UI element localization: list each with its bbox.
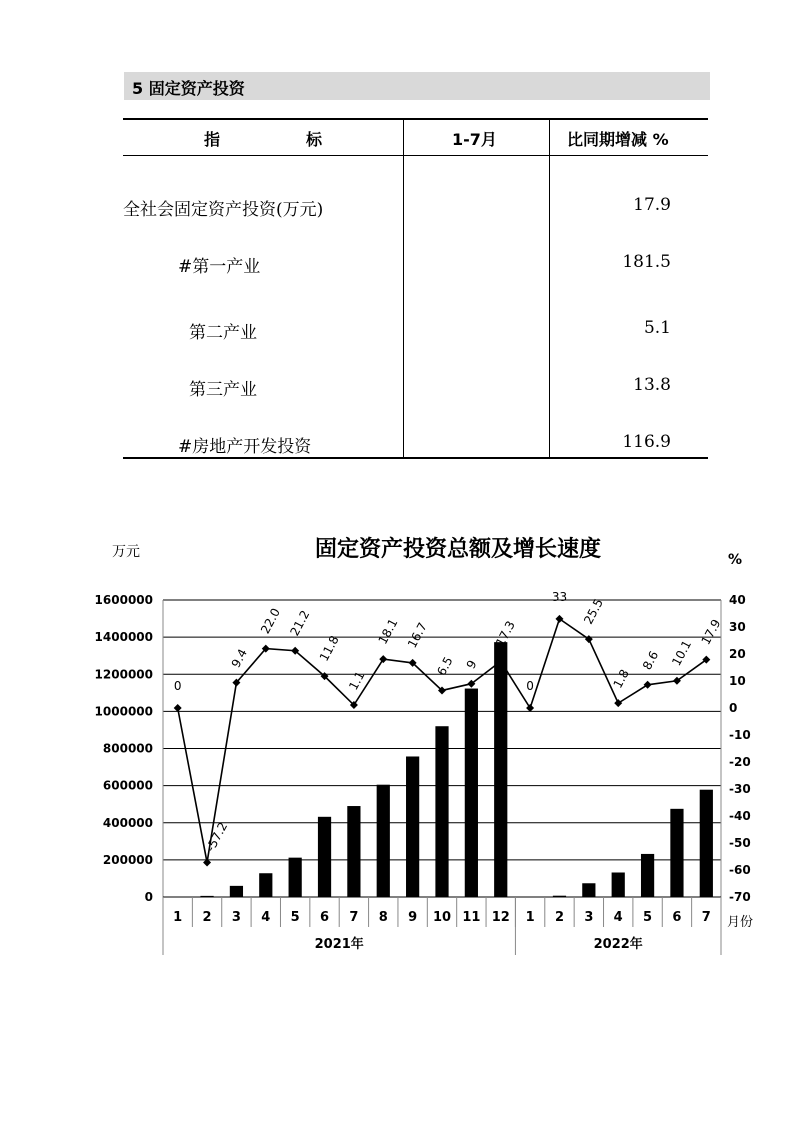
data-label: 8.6	[639, 648, 662, 673]
data-label: 21.2	[287, 608, 313, 639]
category-label: 7	[349, 910, 359, 925]
data-label: 18.1	[375, 616, 401, 647]
bar	[582, 883, 595, 897]
category-label: 8	[378, 910, 388, 925]
bar	[259, 873, 272, 897]
bar	[641, 854, 654, 897]
category-label: 10	[432, 910, 452, 925]
category-label: 5	[290, 910, 300, 925]
data-label: 1.1	[346, 669, 368, 693]
data-label: 17.3	[493, 618, 518, 649]
table-header-rule	[123, 155, 708, 156]
bar	[289, 858, 302, 897]
category-label: 4	[261, 910, 271, 925]
statistics-table	[123, 118, 708, 459]
category-label: 4	[613, 910, 623, 925]
data-label: 33	[551, 589, 568, 604]
data-label: 16.7	[404, 620, 430, 651]
bar	[377, 785, 390, 897]
row-label: #第一产业	[178, 257, 261, 277]
right-axis-tick-label: -30	[729, 782, 751, 796]
category-label: 11	[462, 910, 481, 925]
row-label: 第三产业	[189, 380, 257, 400]
data-label: 10.1	[669, 637, 695, 669]
right-axis-tick-label: -40	[729, 809, 751, 823]
growth-point	[379, 655, 387, 663]
bar	[230, 886, 243, 897]
category-label: 12	[491, 910, 510, 925]
bar	[435, 726, 448, 897]
category-label: 1	[173, 910, 183, 925]
row-value: 13.8	[633, 375, 671, 395]
right-axis-tick-label: 30	[729, 620, 746, 634]
data-label: 1.8	[610, 667, 632, 691]
table-column-divider	[403, 118, 404, 459]
table-bottom-rule	[123, 457, 708, 459]
right-axis-tick-label: -10	[729, 728, 751, 742]
left-axis-tick-label: 1000000	[94, 704, 153, 719]
category-label: 9	[408, 910, 418, 925]
right-axis-unit: %	[728, 552, 743, 568]
growth-point	[174, 704, 182, 712]
row-label: 全社会固定资产投资(万元)	[123, 200, 324, 220]
data-label: 0	[173, 679, 182, 693]
category-label: 6	[320, 910, 330, 925]
bar	[494, 642, 507, 897]
left-axis-tick-label: 600000	[102, 778, 153, 793]
right-axis-tick-label: -20	[729, 755, 751, 769]
category-label: 5	[643, 910, 653, 925]
left-axis-tick-label: 800000	[102, 741, 153, 756]
growth-point	[644, 681, 652, 689]
right-axis-tick-label: -50	[729, 836, 751, 850]
group-label: 2022年	[593, 937, 643, 952]
data-label: 0	[526, 679, 534, 693]
row-value: 5.1	[643, 318, 671, 338]
data-label: 6.5	[434, 654, 456, 678]
left-axis-unit: 万元	[112, 544, 140, 560]
row-value: 116.9	[622, 432, 671, 452]
table-column-divider	[549, 118, 550, 459]
category-label: 7	[701, 910, 711, 925]
category-label: 2	[202, 910, 212, 925]
data-label: 9.4	[228, 646, 251, 671]
bar	[700, 790, 713, 897]
category-label: 6	[672, 910, 682, 925]
left-axis-tick-label: 1400000	[94, 630, 153, 645]
data-label: 25.5	[581, 596, 607, 627]
section-header	[124, 72, 710, 100]
data-label: 22.0	[258, 605, 283, 637]
header-period: 1-7月	[452, 130, 497, 149]
growth-point	[526, 704, 534, 712]
x-axis-unit: 月份	[727, 915, 754, 930]
right-axis-tick-label: 10	[729, 674, 746, 688]
data-label: 17.9	[698, 616, 724, 648]
row-value: 17.9	[633, 195, 671, 215]
header-indicator-b: 标	[306, 130, 323, 149]
row-label: #房地产开发投资	[178, 437, 312, 457]
left-axis-tick-label: 400000	[102, 815, 153, 830]
category-label: 2	[554, 910, 564, 925]
left-axis-tick-label: 1200000	[94, 667, 153, 682]
investment-chart	[0, 520, 793, 970]
bar	[318, 817, 331, 897]
row-value: 181.5	[622, 252, 671, 272]
bar	[406, 756, 419, 897]
table-top-rule	[123, 118, 708, 120]
right-axis-tick-label: 0	[729, 701, 738, 715]
header-yoy-change: 比同期增减 %	[567, 130, 669, 149]
category-label: 3	[231, 910, 241, 925]
data-label: 9	[463, 657, 480, 672]
bar	[612, 872, 625, 897]
right-axis-tick-label: 40	[729, 593, 746, 607]
row-label: 第二产业	[189, 323, 257, 343]
group-label: 2021年	[314, 937, 364, 952]
bar	[347, 806, 360, 897]
left-axis-tick-label: 200000	[102, 852, 153, 867]
right-axis-tick-label: -70	[729, 890, 751, 904]
data-label: 11.8	[316, 633, 342, 664]
data-label: -57.2	[203, 819, 231, 854]
bar	[670, 809, 683, 897]
category-label: 1	[525, 910, 535, 925]
bar	[465, 689, 478, 897]
chart-title: 固定资产投资总额及增长速度	[314, 537, 602, 562]
header-indicator-a: 指	[204, 130, 221, 149]
section-title: 5 固定资产投资	[132, 79, 245, 98]
category-label: 3	[584, 910, 594, 925]
left-axis-tick-label: 0	[144, 890, 153, 904]
right-axis-tick-label: 20	[729, 647, 746, 661]
left-axis-tick-label: 1600000	[94, 593, 153, 607]
right-axis-tick-label: -60	[729, 863, 751, 877]
growth-point	[614, 699, 622, 707]
